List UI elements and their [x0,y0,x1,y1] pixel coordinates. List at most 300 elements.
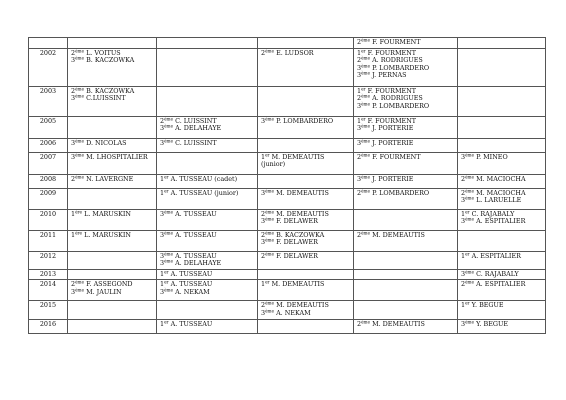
athlete-name: M. LHOSPITALIER [86,152,148,161]
rank-number: 3 [357,174,362,183]
result-cell [354,209,458,230]
result-entry [461,281,542,289]
athlete-name: L. VOITUS [86,48,121,57]
rank-suffix: ème [465,188,475,193]
rank-suffix: ème [361,319,371,324]
year-cell: 2008 [29,174,68,188]
rank-suffix: ème [265,230,275,235]
result-cell [354,230,458,251]
rank-suffix: er [361,116,366,121]
athlete-name: D. NICOLAS [86,138,127,147]
result-cell [354,138,458,152]
result-cell [68,174,157,188]
athlete-name: A. RODRIGUES [372,94,423,103]
result-entry [357,140,454,148]
year-cell: 2016 [29,319,68,333]
result-cell [458,209,546,230]
rank-suffix: ème [75,93,85,99]
table-row [29,251,546,269]
athlete-name: F. FOURMENT [367,48,417,57]
athlete-name: B. KACZOWKA [86,56,135,65]
result-cell [458,230,546,251]
result-entry [461,154,542,162]
athlete-name: F. ASSEGOND [86,280,133,289]
result-cell [68,301,157,319]
rank-suffix: ème [265,251,275,256]
rank-suffix: ème [361,230,371,235]
rank-number: 1 [357,86,362,95]
rank-suffix: ème [75,279,85,285]
result-cell [157,319,258,333]
result-entry [261,118,350,126]
rank-number: 2 [357,319,362,328]
athlete-name: C.LUISSINT [86,94,126,103]
rank-number: 2 [261,48,266,57]
year-cell [29,38,68,49]
rank-number: 3 [71,138,76,147]
year-cell: 2003 [29,86,68,116]
result-entry [357,176,454,184]
result-entry [71,140,153,148]
rank-number: 3 [160,251,165,260]
rank-suffix: ème [265,300,275,306]
rank-suffix: ème [361,152,371,157]
rank-suffix: ème [75,174,85,179]
athlete-name: L. MARUSKIN [84,209,132,218]
rank-number: 1 [160,174,165,183]
athlete-name: J. PORTERIE [372,138,414,147]
rank-number: 1 [461,209,466,218]
rank-number: 2 [261,251,266,260]
results-table [28,37,546,334]
rank-number: 2 [357,152,362,161]
rank-suffix: ème [361,55,371,61]
rank-suffix: ème [164,138,174,143]
rank-suffix: ère [75,230,83,235]
table-row [29,138,546,152]
result-cell [458,138,546,152]
result-cell [157,209,258,230]
athlete-name: M. DEMEAUTIS [276,301,329,310]
result-cell [458,174,546,188]
table-row [29,269,546,280]
rank-number: 3 [261,308,266,317]
rank-suffix: ème [265,188,275,193]
rank-suffix: ème [164,116,174,121]
result-cell [354,38,458,49]
result-cell [157,251,258,269]
athlete-name: M. DEMEAUTIS [276,209,329,218]
result-entry [160,190,254,198]
rank-number: 1 [160,269,165,278]
result-cell [68,48,157,86]
result-cell [157,280,258,301]
rank-number: 1 [160,280,165,289]
rank-suffix: er [164,269,169,275]
result-cell [258,86,354,116]
result-cell [458,152,546,174]
rank-number: 2 [357,230,362,239]
result-cell [354,86,458,116]
table-row [29,152,546,174]
rank-number: 3 [71,152,76,161]
athlete-name: A. NEKAM [276,308,311,317]
rank-suffix: er [361,48,366,53]
table-row [29,280,546,301]
result-entry [160,289,254,297]
table-row [29,174,546,188]
result-cell [157,174,258,188]
rank-suffix: ème [164,258,174,264]
rank-number: 3 [357,71,362,80]
result-entry [71,176,153,184]
result-entry [357,72,454,80]
rank-suffix: er [164,174,169,179]
result-cell [157,301,258,319]
rank-suffix: ème [361,138,371,143]
athlete-name: A. TUSSEAU [170,269,213,278]
result-entry [261,161,350,169]
result-cell [68,230,157,251]
rank-suffix: ème [361,63,371,69]
athlete-name: B. KACZOWKA [86,86,135,95]
rank-number: 3 [71,287,76,296]
athlete-name: F. FOURMENT [372,152,421,161]
result-entry [160,271,254,279]
rank-suffix: ème [265,48,275,53]
result-entry [71,154,153,162]
table-row [29,319,546,333]
result-cell [354,251,458,269]
result-cell [458,319,546,333]
year-cell: 2005 [29,116,68,138]
result-entry [461,302,542,310]
result-cell [258,116,354,138]
rank-suffix: ème [75,48,85,53]
year-cell: 2009 [29,188,68,209]
rank-suffix: ème [164,230,174,235]
result-entry [461,271,542,279]
rank-number: 3 [461,319,466,328]
rank-number: 3 [261,217,266,226]
rank-suffix: er [164,188,169,193]
athlete-name: J. PORTERIE [372,124,414,133]
rank-suffix: ère [75,209,83,214]
rank-number: 3 [160,259,165,268]
athlete-name: A. TUSSEAU [175,230,217,239]
rank-number: 2 [357,56,362,65]
result-entry [71,95,153,103]
result-cell [157,48,258,86]
rank-suffix: ème [75,287,85,293]
result-cell [258,301,354,319]
year-cell: 2006 [29,138,68,152]
result-cell [157,116,258,138]
rank-number: 3 [71,94,76,103]
athlete-name: C. RAJABALY [471,209,515,218]
rank-number: 1 [160,188,165,197]
athlete-name: B. KACZOWKA [276,230,325,239]
result-cell [258,188,354,209]
rank-number: 1 [461,251,466,260]
athlete-name: A. ESPITALIER [471,251,521,260]
athlete-name: P. LOMBARDERO [372,63,430,72]
rank-suffix: ème [75,55,85,61]
rank-number: 2 [461,280,466,289]
rank-number: 2 [160,116,165,125]
result-cell [354,280,458,301]
athlete-name: P. MINEO [476,152,508,161]
result-cell [258,48,354,86]
rank-number: 3 [261,116,266,125]
rank-number: 2 [357,188,362,197]
athlete-name: A. TUSSEAU [175,251,217,260]
year-cell: 2012 [29,251,68,269]
athlete-name: M. DEMEAUTIS [271,152,325,161]
result-entry [160,232,254,240]
result-cell [68,116,157,138]
table-row [29,188,546,209]
result-cell [354,301,458,319]
rank-suffix: ème [465,269,475,275]
result-entry [261,253,350,261]
result-entry [71,211,153,219]
athlete-name: M. DEMEAUTIS [372,319,425,328]
rank-number: 2 [71,280,76,289]
table-row [29,38,546,49]
results-table-body [29,38,546,334]
athlete-name: M. MACIOCHA [476,188,526,197]
result-cell [68,251,157,269]
result-cell [258,251,354,269]
rank-suffix: ème [265,308,275,314]
rank-suffix: er [265,152,270,157]
result-entry [357,190,454,198]
result-entry [160,176,254,184]
rank-suffix: ème [164,123,174,129]
rank-number: 1 [461,301,466,310]
rank-number: 3 [160,138,165,147]
athlete-name: M. JAULIN [86,287,122,296]
rank-number: 3 [160,287,165,296]
rank-suffix: ème [465,195,475,201]
rank-number: 3 [461,196,466,205]
result-entry [261,218,350,226]
athlete-name: A. TUSSEAU [175,209,217,218]
athlete-name: M. DEMEAUTIS [271,280,325,289]
year-cell: 2011 [29,230,68,251]
result-entry [71,57,153,65]
athlete-name: C. LUISSINT [175,116,217,125]
rank-suffix: ème [265,237,275,243]
rank-suffix: er [265,279,270,285]
result-cell [258,230,354,251]
rank-suffix: ème [265,216,275,222]
result-entry [357,39,454,47]
result-cell [258,280,354,301]
result-cell [68,209,157,230]
athlete-name: A. TUSSEAU [170,319,213,328]
result-cell [68,319,157,333]
rank-suffix: ème [361,70,371,76]
result-entry [461,197,542,205]
rank-number: 2 [261,230,266,239]
rank-number: 3 [461,217,466,226]
rank-suffix: ème [75,138,85,143]
rank-number: 3 [261,238,266,247]
result-entry [357,154,454,162]
result-cell [258,209,354,230]
rank-suffix: ème [465,216,475,222]
result-cell [458,38,546,49]
result-entry [160,211,254,219]
athlete-name: A. DELAHAYE [175,124,222,133]
athlete-name: A. TUSSEAU [170,280,213,289]
rank-suffix: er [465,209,470,214]
result-cell [458,301,546,319]
athlete-name: A. TUSSEAU (cadet) [170,174,238,183]
athlete-name: F. DELAWER [276,251,318,260]
athlete-name: J. PORTERIE [372,174,414,183]
result-entry [357,321,454,329]
athlete-name: A. RODRIGUES [372,56,423,65]
rank-suffix: ème [465,152,475,157]
result-cell [258,38,354,49]
rank-suffix: ème [361,174,371,179]
result-entry [261,190,350,198]
year-cell: 2002 [29,48,68,86]
athlete-name: M. DEMEAUTIS [372,230,425,239]
result-cell [258,269,354,280]
athlete-name: L. MARUSKIN [84,230,132,239]
year-cell: 2014 [29,280,68,301]
athlete-name: M. MACIOCHA [476,174,526,183]
result-cell [458,48,546,86]
result-cell [354,174,458,188]
athlete-name: L. LARUELLE [476,196,522,205]
year-cell: 2013 [29,269,68,280]
result-cell [68,280,157,301]
rank-suffix: ème [361,93,371,99]
athlete-name: (junior) [261,160,286,169]
result-cell [157,138,258,152]
result-cell [258,138,354,152]
result-entry [160,260,254,268]
athlete-name: F. FOURMENT [367,86,417,95]
athlete-name: F. DELAWER [276,238,318,247]
rank-number: 2 [71,174,76,183]
result-cell [157,152,258,174]
result-cell [258,174,354,188]
result-cell [157,38,258,49]
rank-suffix: er [465,251,470,256]
athlete-name: C. RAJABALY [476,269,519,278]
result-entry [357,125,454,133]
result-cell [458,269,546,280]
result-entry [261,281,350,289]
rank-number: 3 [71,56,76,65]
result-cell [354,48,458,86]
result-cell [458,280,546,301]
result-entry [357,103,454,111]
result-entry [261,310,350,318]
result-cell [68,38,157,49]
rank-suffix: ème [164,209,174,214]
rank-number: 1 [357,48,362,57]
result-cell [458,188,546,209]
rank-suffix: ème [465,174,475,179]
rank-number: 3 [357,124,362,133]
table-row [29,301,546,319]
athlete-name: A. ESPITALIER [476,217,526,226]
result-cell [157,269,258,280]
rank-suffix: ème [75,86,85,91]
result-cell [458,116,546,138]
rank-number: 3 [357,101,362,110]
rank-number: 3 [357,138,362,147]
result-cell [354,188,458,209]
result-entry [461,253,542,261]
athlete-name: A. ESPITALIER [476,280,526,289]
rank-suffix: er [465,300,470,306]
athlete-name: Y. BEGUE [476,319,509,328]
athlete-name: N. LAVERGNE [86,174,134,183]
rank-number: 3 [261,188,266,197]
rank-number: 1 [71,230,76,239]
rank-suffix: ème [465,319,475,324]
table-row [29,116,546,138]
athlete-name: J. PERNAS [372,71,407,80]
rank-suffix: er [361,86,366,91]
result-cell [68,138,157,152]
rank-suffix: ème [265,116,275,121]
athlete-name: F. DELAWER [276,217,318,226]
rank-number: 1 [71,209,76,218]
result-cell [157,86,258,116]
rank-number: 2 [261,301,266,310]
result-cell [354,319,458,333]
result-entry [357,232,454,240]
rank-suffix: ème [361,123,371,129]
table-row [29,209,546,230]
athlete-name: P. LOMBARDERO [276,116,334,125]
result-entry [261,239,350,247]
athlete-name: A. NEKAM [175,287,210,296]
rank-number: 3 [461,152,466,161]
result-entry [261,50,350,58]
result-cell [258,152,354,174]
result-cell [68,152,157,174]
result-cell [458,251,546,269]
table-row [29,230,546,251]
rank-number: 1 [261,152,266,161]
rank-number: 3 [357,63,362,72]
year-cell: 2007 [29,152,68,174]
result-cell [354,152,458,174]
result-entry [160,321,254,329]
result-cell [258,319,354,333]
rank-suffix: ème [164,287,174,293]
year-cell: 2015 [29,301,68,319]
rank-suffix: ème [164,251,174,256]
rank-number: 2 [357,94,362,103]
rank-number: 1 [357,116,362,125]
rank-number: 2 [357,38,362,46]
result-entry [71,232,153,240]
rank-number: 3 [160,124,165,133]
rank-number: 2 [261,209,266,218]
rank-number: 2 [461,174,466,183]
